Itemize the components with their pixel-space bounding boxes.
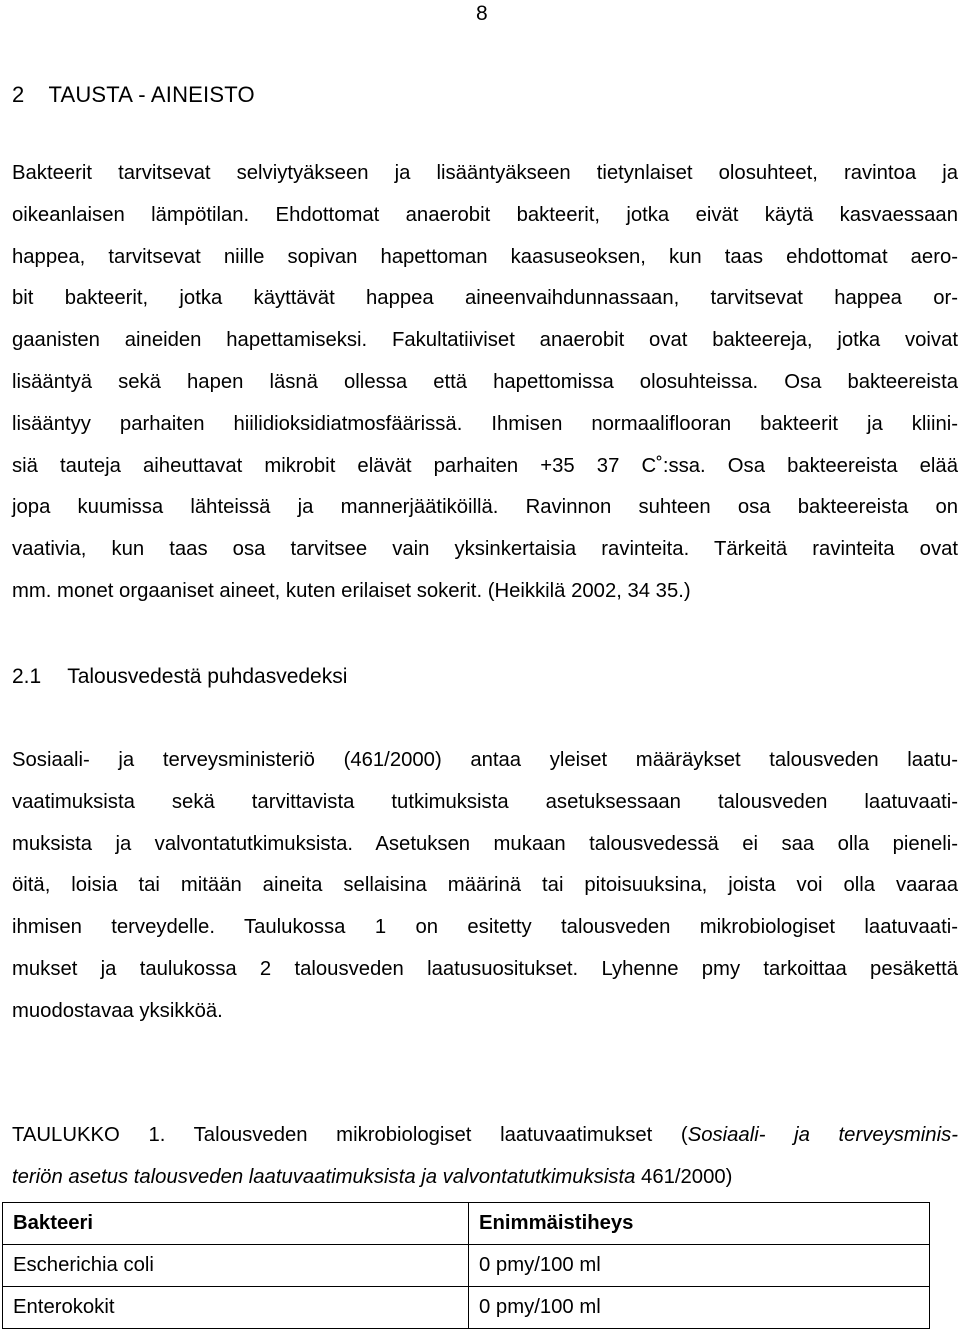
subsection-heading: [12, 665, 347, 689]
table-caption: [12, 1115, 958, 1199]
paragraph-line: gaanisten aineiden hapettamiseksi. Fakultatiiviset anaerobit ovat bakteereja, jotka voivat: [12, 329, 958, 352]
paragraph-line: muodostavaa yksikköä.: [12, 999, 223, 1022]
paragraph-line: lisääntyä sekä hapen läsnä ollessa että hapettomissa olosuhteissa. Osa bakteereista: [12, 370, 958, 393]
paragraph-background: [12, 153, 958, 613]
table-cell: Escherichia coli: [3, 1245, 469, 1287]
paragraph-line: mm. monet orgaaniset aineet, kuten erilaiset sokerit. (Heikkilä 2002, 34 35.): [12, 579, 691, 602]
paragraph-line: ihmisen terveydelle. Taulukossa 1 on esitetty talousveden mikrobiologiset laatuvaati-: [12, 916, 958, 939]
table-row: [3, 1287, 930, 1329]
table-header-cell: Enimmäistiheys: [469, 1203, 930, 1245]
caption-source-italic: teriön asetus talousveden laatuvaatimuksista ja valvontatutkimuksista: [12, 1165, 636, 1188]
caption-line: [12, 1115, 958, 1157]
paragraph-line: happea, tarvitsevat niille sopivan hapettoman kaasuseoksen, kun taas ehdottomat aero-: [12, 245, 958, 268]
section-title: TAUSTA - AINEISTO: [48, 82, 255, 107]
paragraph-line: jopa kuumissa lähteissä ja mannerjäätiköillä. Ravinnon suhteen osa bakteereista on: [12, 496, 958, 519]
paragraph-regulations: [12, 740, 958, 1033]
table-cell: Enterokokit: [3, 1287, 469, 1329]
paragraph-line: Bakteerit tarvitsevat selviytyäkseen ja lisääntyäkseen tietynlaiset olosuhteet, ravintoa ja: [12, 162, 958, 184]
table-cell: 0 pmy/100 ml: [469, 1245, 930, 1287]
paragraph-line: bit bakteerit, jotka käyttävät happea aineenvaihdunnassaan, tarvitsevat happea or-: [12, 287, 958, 310]
paragraph-line: vaatimuksista sekä tarvittavista tutkimuksista asetuksessaan talousveden laatuvaati-: [12, 790, 958, 813]
subsection-title: Talousvedestä puhdasvedeksi: [67, 665, 348, 688]
paragraph-line: siä tauteja aiheuttavat mikrobit elävät parhaiten +35 37 C˚:ssa. Osa bakteereista elää: [12, 454, 958, 477]
paragraph-line: lisääntyy parhaiten hiilidioksidiatmosfäärissä. Ihmisen normaaliflooran bakteerit ja kliini-: [12, 412, 958, 435]
paragraph-line: Sosiaali- ja terveysministeriö (461/2000) antaa yleiset määräykset talousveden laatu-: [12, 749, 958, 771]
table-header-cell: Bakteeri: [3, 1203, 469, 1245]
paragraph-line: muksista ja valvontatutkimuksista. Asetuksen mukaan talousvedessä ei saa olla pieneli-: [12, 832, 958, 855]
caption-suffix: 461/2000): [635, 1165, 733, 1188]
caption-prefix: TAULUKKO 1. Talousveden mikrobiologiset laatuvaatimukset (: [12, 1124, 688, 1146]
subsection-number: 2.1: [12, 665, 42, 688]
caption-source-italic: Sosiaali- ja terveysminis-: [687, 1124, 958, 1146]
paragraph-line: oikeanlaisen lämpötilan. Ehdottomat anaerobit bakteerit, jotka eivät käytä kasvaessaan: [12, 203, 958, 226]
caption-line: [12, 1157, 958, 1199]
paragraph-line: vaativia, kun taas osa tarvitsee vain yksinkertaisia ravinteita. Tärkeitä ravinteita ovat: [12, 538, 958, 561]
paragraph-line: öitä, loisia tai mitään aineita sellaisina määrinä tai pitoisuuksina, joista voi olla vaaraa: [12, 874, 958, 897]
page-number: 8: [476, 2, 488, 25]
paragraph-line: mukset ja taulukossa 2 talousveden laatusuositukset. Lyhenne pmy tarkoittaa pesäkettä: [12, 957, 958, 980]
table-row: [3, 1245, 930, 1287]
microbiology-requirements-table: [2, 1202, 930, 1329]
table-header-row: [3, 1203, 930, 1245]
section-number: 2: [12, 82, 25, 107]
section-heading: [12, 82, 255, 108]
table-cell: 0 pmy/100 ml: [469, 1287, 930, 1329]
